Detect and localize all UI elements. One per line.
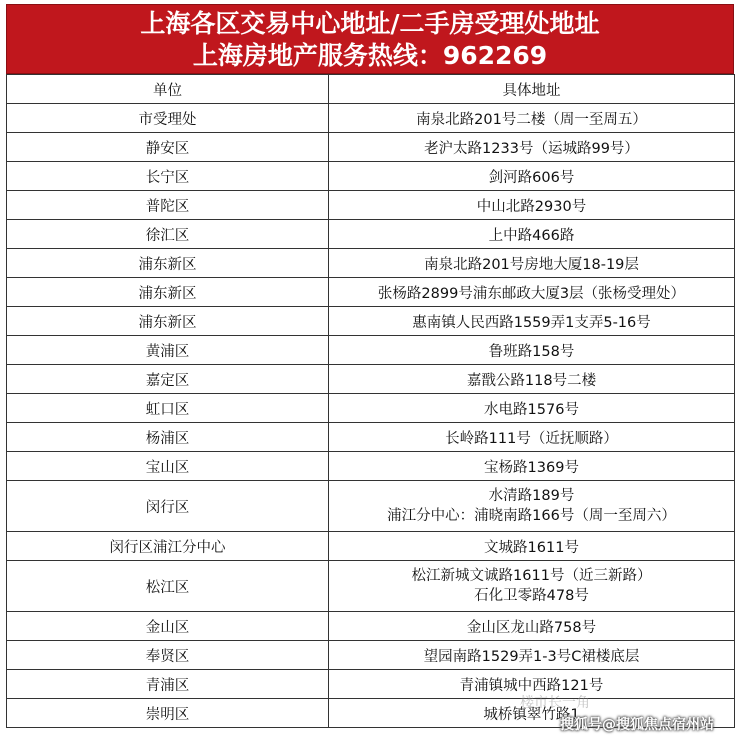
address-cell: 长岭路111号（近抚顺路）: [329, 423, 735, 452]
table-row: [7, 670, 735, 699]
address-cell: 南泉北路201号房地大厦18-19层: [329, 249, 735, 278]
table-row: [7, 278, 735, 307]
table-row: [7, 104, 735, 133]
table-row: [7, 481, 735, 532]
unit-cell: 杨浦区: [7, 423, 329, 452]
table-row: [7, 394, 735, 423]
unit-cell: 松江区: [7, 561, 329, 612]
faint-watermark: 楼市长一角: [520, 695, 590, 711]
address-cell: 上中路466路: [329, 220, 735, 249]
table-header-row: [7, 75, 735, 104]
address-cell: [329, 561, 735, 612]
sohu-watermark: 搜狐号@搜狐焦点宿州站: [560, 717, 714, 733]
table-row: [7, 220, 735, 249]
unit-cell: 奉贤区: [7, 641, 329, 670]
unit-cell: 宝山区: [7, 452, 329, 481]
address-cell: 老沪太路1233号（运城路99号）: [329, 133, 735, 162]
unit-cell: 浦东新区: [7, 249, 329, 278]
table-row: [7, 133, 735, 162]
table-row: [7, 423, 735, 452]
address-table: [6, 74, 735, 728]
unit-cell: 青浦区: [7, 670, 329, 699]
unit-cell: 金山区: [7, 612, 329, 641]
address-cell: 鲁班路158号: [329, 336, 735, 365]
table-row: [7, 532, 735, 561]
address-cell: 望园南路1529弄1-3号C裙楼底层: [329, 641, 735, 670]
unit-cell: 静安区: [7, 133, 329, 162]
address-cell: 金山区龙山路758号: [329, 612, 735, 641]
unit-cell: 浦东新区: [7, 307, 329, 336]
address-cell: 中山北路2930号: [329, 191, 735, 220]
address-cell: 文城路1611号: [329, 532, 735, 561]
address-cell: [329, 481, 735, 532]
table-row: [7, 612, 735, 641]
table-row: [7, 365, 735, 394]
title-banner: [6, 4, 734, 74]
address-cell: 水电路1576号: [329, 394, 735, 423]
address-line: 浦江分中心：浦晓南路166号（周一至周六）: [387, 508, 676, 524]
table-row: [7, 561, 735, 612]
unit-cell: 虹口区: [7, 394, 329, 423]
address-cell: 南泉北路201号二楼（周一至周五）: [329, 104, 735, 133]
header-address: 具体地址: [329, 75, 735, 104]
table-row: [7, 307, 735, 336]
address-line: 水清路189号: [488, 488, 575, 504]
address-cell: 惠南镇人民西路1559弄1支弄5-16号: [329, 307, 735, 336]
table-row: [7, 162, 735, 191]
address-cell: 张杨路2899号浦东邮政大厦3层（张杨受理处）: [329, 278, 735, 307]
header-unit: 单位: [7, 75, 329, 104]
table-row: [7, 336, 735, 365]
address-cell: 青浦镇城中西路121号: [329, 670, 735, 699]
unit-cell: 闵行区: [7, 481, 329, 532]
address-cell: 城桥镇翠竹路1: [329, 699, 735, 728]
banner-title: 上海各区交易中心地址/二手房受理处地址: [140, 9, 600, 38]
address-cell: 剑河路606号: [329, 162, 735, 191]
address-cell: 宝杨路1369号: [329, 452, 735, 481]
unit-cell: 嘉定区: [7, 365, 329, 394]
unit-cell: 长宁区: [7, 162, 329, 191]
unit-cell: 市受理处: [7, 104, 329, 133]
table-row: [7, 191, 735, 220]
unit-cell: 普陀区: [7, 191, 329, 220]
address-line: 松江新城文诚路1611号（近三新路）: [411, 568, 652, 584]
unit-cell: 闵行区浦江分中心: [7, 532, 329, 561]
banner-hotline: 上海房地产服务热线：962269: [192, 41, 548, 70]
table-row: [7, 641, 735, 670]
address-line: 石化卫零路478号: [474, 588, 589, 604]
table-row: [7, 249, 735, 278]
address-cell: 嘉戬公路118号二楼: [329, 365, 735, 394]
unit-cell: 徐汇区: [7, 220, 329, 249]
unit-cell: 黄浦区: [7, 336, 329, 365]
table-row: [7, 452, 735, 481]
unit-cell: 浦东新区: [7, 278, 329, 307]
unit-cell: 崇明区: [7, 699, 329, 728]
